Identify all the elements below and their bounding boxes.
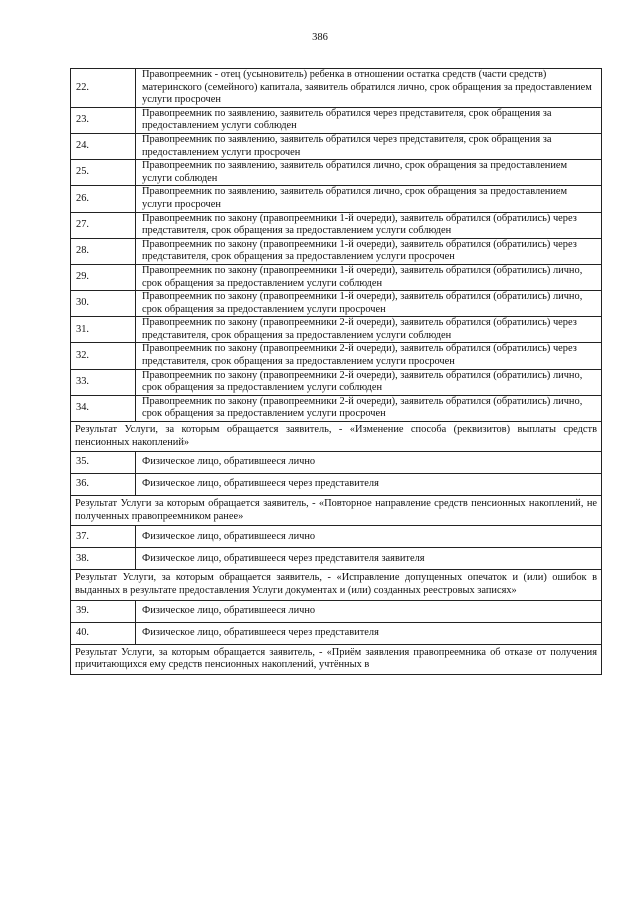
table-row: [71, 238, 602, 264]
row-number: 32.: [71, 343, 136, 369]
table-row: [71, 212, 602, 238]
row-description: Правопреемник по закону (правопреемники 2-й очереди), заявитель обратился (обратились) через представителя, срок обращения за предоставлением услуги просрочен: [136, 343, 602, 369]
section-header-row: [71, 422, 602, 452]
row-description: Физическое лицо, обратившееся лично: [136, 526, 602, 548]
row-description: Правопреемник по закону (правопреемники 2-й очереди), заявитель обратился (обратились) лично, срок обращения за предоставлением услуги просрочен: [136, 395, 602, 421]
row-description: Правопреемник по закону (правопреемники 1-й очереди), заявитель обратился (обратились) лично, срок обращения за предоставлением услуги просрочен: [136, 291, 602, 317]
row-number: 37.: [71, 526, 136, 548]
row-number: 23.: [71, 107, 136, 133]
row-number: 30.: [71, 291, 136, 317]
section-header-row: [71, 496, 602, 526]
row-description: Правопреемник по закону (правопреемники 2-й очереди), заявитель обратился (обратились) через представителя, срок обращения за предоставлением услуги соблюден: [136, 317, 602, 343]
row-number: 29.: [71, 264, 136, 290]
row-description: Правопреемник - отец (усыновитель) ребенка в отношении остатка средств (части средств) материнского (семейного) капитала, заявитель обратился лично, срок обращения за предоставлением услуги просрочен: [136, 69, 602, 108]
row-number: 38.: [71, 548, 136, 570]
section-header-row: [71, 644, 602, 674]
row-description: Физическое лицо, обратившееся лично: [136, 452, 602, 474]
table-row: [71, 291, 602, 317]
section-header-text: Результат Услуги за которым обращается заявитель, - «Повторное направление средств пенсионных накоплений, не полученных правопреемником ранее»: [71, 496, 602, 526]
row-description: Правопреемник по закону (правопреемники 1-й очереди), заявитель обратился (обратились) через представителя, срок обращения за предоставлением услуги соблюден: [136, 212, 602, 238]
table-row: [71, 474, 602, 496]
table-row: [71, 317, 602, 343]
row-description: Правопреемник по закону (правопреемники 2-й очереди), заявитель обратился (обратились) лично, срок обращения за предоставлением услуги соблюден: [136, 369, 602, 395]
table-row: [71, 395, 602, 421]
table-row: [71, 526, 602, 548]
row-number: 27.: [71, 212, 136, 238]
row-description: Правопреемник по закону (правопреемники 1-й очереди), заявитель обратился (обратились) через представителя, срок обращения за предоставлением услуги просрочен: [136, 238, 602, 264]
table-row: [71, 600, 602, 622]
table-body: [71, 69, 602, 675]
row-number: 24.: [71, 133, 136, 159]
row-description: Правопреемник по закону (правопреемники 1-й очереди), заявитель обратился (обратились) лично, срок обращения за предоставлением услуги соблюден: [136, 264, 602, 290]
table-row: [71, 369, 602, 395]
row-description: Правопреемник по заявлению, заявитель обратился лично, срок обращения за предоставлением услуги просрочен: [136, 186, 602, 212]
row-description: Правопреемник по заявлению, заявитель обратился через представителя, срок обращения за предоставлением услуги просрочен: [136, 133, 602, 159]
row-number: 28.: [71, 238, 136, 264]
row-description: Физическое лицо, обратившееся через представителя: [136, 622, 602, 644]
row-number: 36.: [71, 474, 136, 496]
row-description: Правопреемник по заявлению, заявитель обратился лично, срок обращения за предоставлением услуги соблюден: [136, 160, 602, 186]
row-number: 40.: [71, 622, 136, 644]
section-header-text: Результат Услуги, за которым обращается заявитель, - «Изменение способа (реквизитов) выплаты средств пенсионных накоплений»: [71, 422, 602, 452]
table-row: [71, 343, 602, 369]
row-number: 33.: [71, 369, 136, 395]
table-row: [71, 69, 602, 108]
row-description: Физическое лицо, обратившееся лично: [136, 600, 602, 622]
section-header-text: Результат Услуги, за которым обращается заявитель, - «Исправление допущенных опечаток и (или) ошибок в выданных в результате предоставления Услуги документах и (или) созданных реестровых записях»: [71, 570, 602, 600]
row-number: 31.: [71, 317, 136, 343]
section-header-row: [71, 570, 602, 600]
table-row: [71, 264, 602, 290]
row-description: Правопреемник по заявлению, заявитель обратился через представителя, срок обращения за предоставлением услуги соблюден: [136, 107, 602, 133]
table-row: [71, 548, 602, 570]
row-number: 39.: [71, 600, 136, 622]
row-number: 26.: [71, 186, 136, 212]
row-number: 25.: [71, 160, 136, 186]
row-description: Физическое лицо, обратившееся через представителя заявителя: [136, 548, 602, 570]
row-description: Физическое лицо, обратившееся через представителя: [136, 474, 602, 496]
table-row: [71, 107, 602, 133]
row-number: 34.: [71, 395, 136, 421]
row-number: 22.: [71, 69, 136, 108]
row-number: 35.: [71, 452, 136, 474]
applicant-variants-table: [70, 68, 602, 675]
table-row: [71, 452, 602, 474]
page-number: 386: [312, 32, 328, 43]
table-row: [71, 186, 602, 212]
table-row: [71, 622, 602, 644]
section-header-text: Результат Услуги, за которым обращается заявитель, - «Приём заявления правопреемника об отказе от получения причитающихся ему средств пенсионных накоплений, учтённых в: [71, 644, 602, 674]
table-row: [71, 133, 602, 159]
table-row: [71, 160, 602, 186]
